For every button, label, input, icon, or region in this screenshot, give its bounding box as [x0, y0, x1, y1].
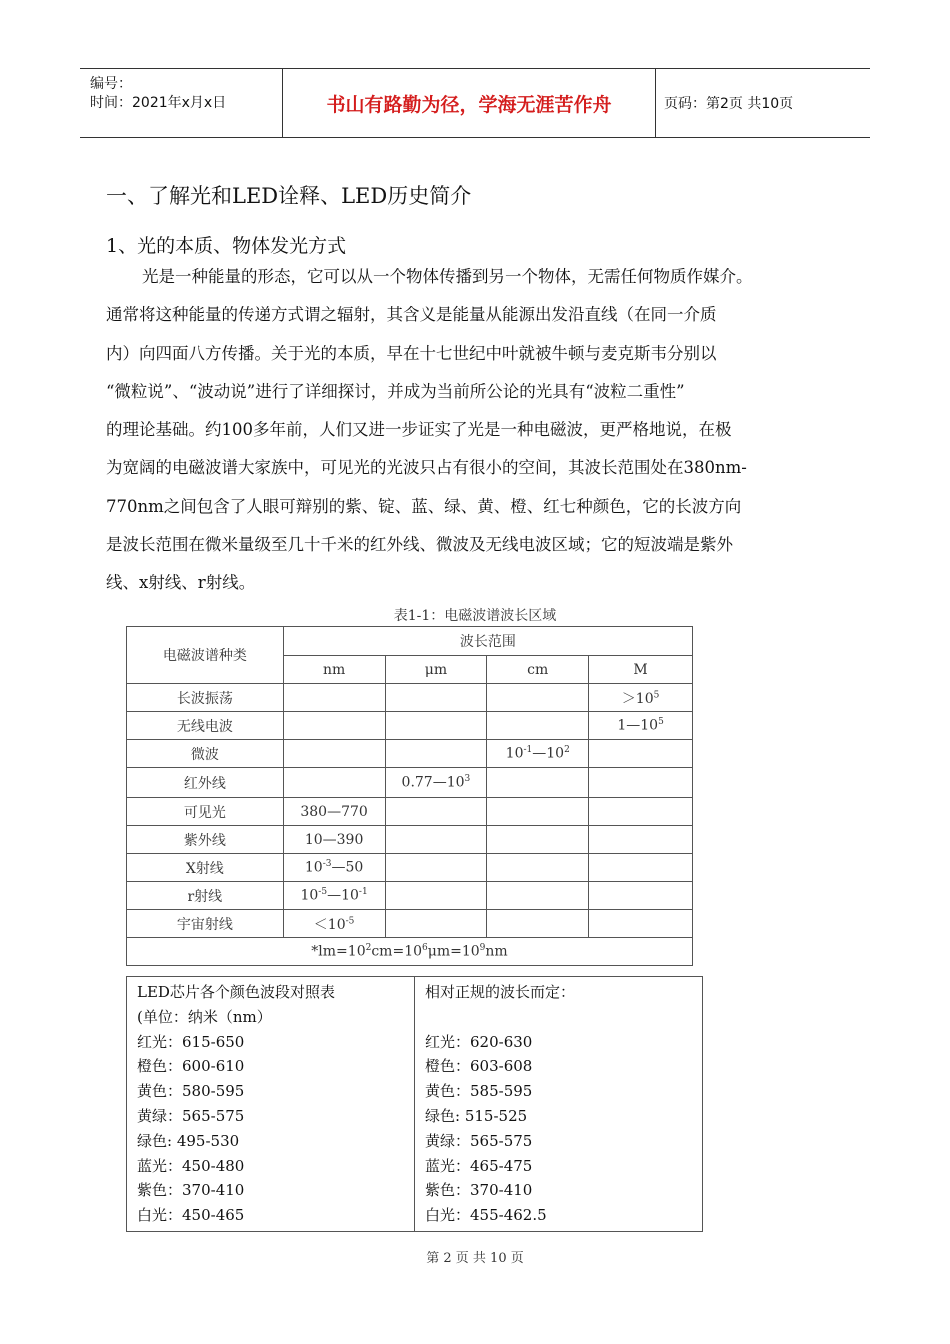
- table-footnote: $*lm=10^2cm=10^6\mu m=10^9nm$: [127, 938, 693, 966]
- table-row: [127, 910, 693, 938]
- paragraph-line: 通常将这种能量的传递方式谓之辐射，其含义是能量从能源出发沿直线（在同一介质: [106, 305, 717, 325]
- header-info-cell: [80, 69, 283, 137]
- cell-m: $1—10^5$: [589, 712, 693, 740]
- list-item: 蓝光：465-475: [425, 1156, 533, 1175]
- cell-nm: $10^{-3}—50$: [283, 854, 385, 882]
- table-row: [127, 798, 693, 826]
- type-header: 电磁波谱种类: [127, 627, 284, 684]
- cell-nm: $<10^{-5}$: [283, 910, 385, 938]
- row-name: 可见光: [127, 798, 284, 826]
- paragraph-line: 线、x射线、r射线。: [106, 573, 256, 593]
- cell-nm: 380—770: [283, 798, 385, 826]
- table-row: [127, 882, 693, 910]
- header-time: 时间：2021年x月x日: [90, 95, 227, 111]
- unit-m: M: [589, 656, 693, 684]
- table-row: [127, 826, 693, 854]
- list-item: 黄色：585-595: [425, 1082, 533, 1101]
- led-wavelength-table: [126, 976, 703, 1232]
- led-left-column: [127, 977, 415, 1232]
- table-row: [127, 712, 693, 740]
- unit-um: μm: [385, 656, 487, 684]
- led-right-column: [415, 977, 703, 1232]
- paragraph-line: “微粒说”、“波动说”进行了详细探讨，并成为当前所公论的光具有“波粒二重性”: [106, 381, 685, 401]
- spacer: [425, 1005, 692, 1030]
- unit-cm: cm: [487, 656, 589, 684]
- unit-nm: nm: [283, 656, 385, 684]
- page-footer: 第 2 页 共 10 页: [426, 1251, 524, 1266]
- cell-cm: $10^{-1}—10^2$: [487, 740, 589, 768]
- table-row: [127, 768, 693, 798]
- list-item: 黄绿：565-575: [425, 1131, 533, 1150]
- list-item: 白光：455-462.5: [425, 1206, 547, 1225]
- paragraph-line: 是波长范围在微米量级至几十千米的红外线、微波及无线电波区域；它的短波端是紫外: [106, 535, 733, 555]
- row-name: 微波: [127, 740, 284, 768]
- table-footnote-row: [127, 938, 693, 966]
- paragraph-line: 内）向四面八方传播。关于光的本质，早在十七世纪中叶就被牛顿与麦克斯韦分别以: [106, 343, 717, 363]
- section-heading: 一、了解光和LED诠释、LED历史简介: [106, 184, 472, 208]
- page-header: [80, 68, 870, 138]
- list-item: 红光：615-650: [137, 1032, 245, 1051]
- row-name: 宇宙射线: [127, 910, 284, 938]
- paragraph-line: 光是一种能量的形态，它可以从一个物体传播到另一个物体，无需任何物质作媒介。: [142, 267, 753, 286]
- table-caption: 表1-1：电磁波谱波长区域: [393, 608, 557, 624]
- cell-nm: $10^{-5}—10^{-1}$: [283, 882, 385, 910]
- header-number: 编号：: [90, 76, 132, 92]
- cell-nm: 10—390: [283, 826, 385, 854]
- header-motto: 书山有路勤为径，学海无涯苦作舟: [283, 69, 656, 137]
- range-header: 波长范围: [283, 627, 692, 656]
- list-item: 黄绿：565-575: [137, 1106, 245, 1125]
- list-item: 绿色: 495-530: [137, 1131, 240, 1150]
- paragraph-line: 770nm之间包含了人眼可辩别的紫、锭、蓝、绿、黄、橙、红七种颜色，它的长波方向: [106, 496, 742, 516]
- led-right-title: 相对正规的波长而定：: [425, 983, 576, 1001]
- cell-m: $>10^5$: [589, 684, 693, 712]
- row-name: 无线电波: [127, 712, 284, 740]
- cell-um: $0.77—10^3$: [385, 768, 487, 798]
- list-item: 绿色: 515-525: [425, 1106, 528, 1125]
- table-row: [127, 740, 693, 768]
- list-item: 橙色：600-610: [137, 1057, 245, 1076]
- list-item: 紫色：370-410: [137, 1181, 245, 1200]
- list-item: 黄色：580-595: [137, 1082, 245, 1101]
- list-item: 蓝光：450-480: [137, 1156, 245, 1175]
- list-item: 紫色：370-410: [425, 1181, 533, 1200]
- row-name: r射线: [127, 882, 284, 910]
- body-paragraph: [106, 262, 850, 607]
- row-name: X射线: [127, 854, 284, 882]
- led-left-unit: (单位：纳米（nm）: [137, 1007, 272, 1026]
- row-name: 紫外线: [127, 826, 284, 854]
- paragraph-line: 为宽阔的电磁波谱大家族中，可见光的光波只占有很小的空间，其波长范围处在380nm-: [106, 458, 747, 478]
- spectrum-table: [126, 626, 693, 966]
- list-item: 白光：450-465: [137, 1206, 245, 1225]
- table-row: [127, 684, 693, 712]
- row-name: 红外线: [127, 768, 284, 798]
- list-item: 橙色：603-608: [425, 1057, 533, 1076]
- led-left-title: LED芯片各个颜色波段对照表: [137, 983, 335, 1001]
- paragraph-line: 的理论基础。约100多年前，人们又进一步证实了光是一种电磁波，更严格地说，在极: [106, 420, 732, 440]
- table-row: [127, 854, 693, 882]
- subsection-heading: 1、光的本质、物体发光方式: [106, 235, 347, 257]
- row-name: 长波振荡: [127, 684, 284, 712]
- list-item: 红光：620-630: [425, 1032, 533, 1051]
- header-page-number: 页码：第2页 共10页: [664, 96, 794, 112]
